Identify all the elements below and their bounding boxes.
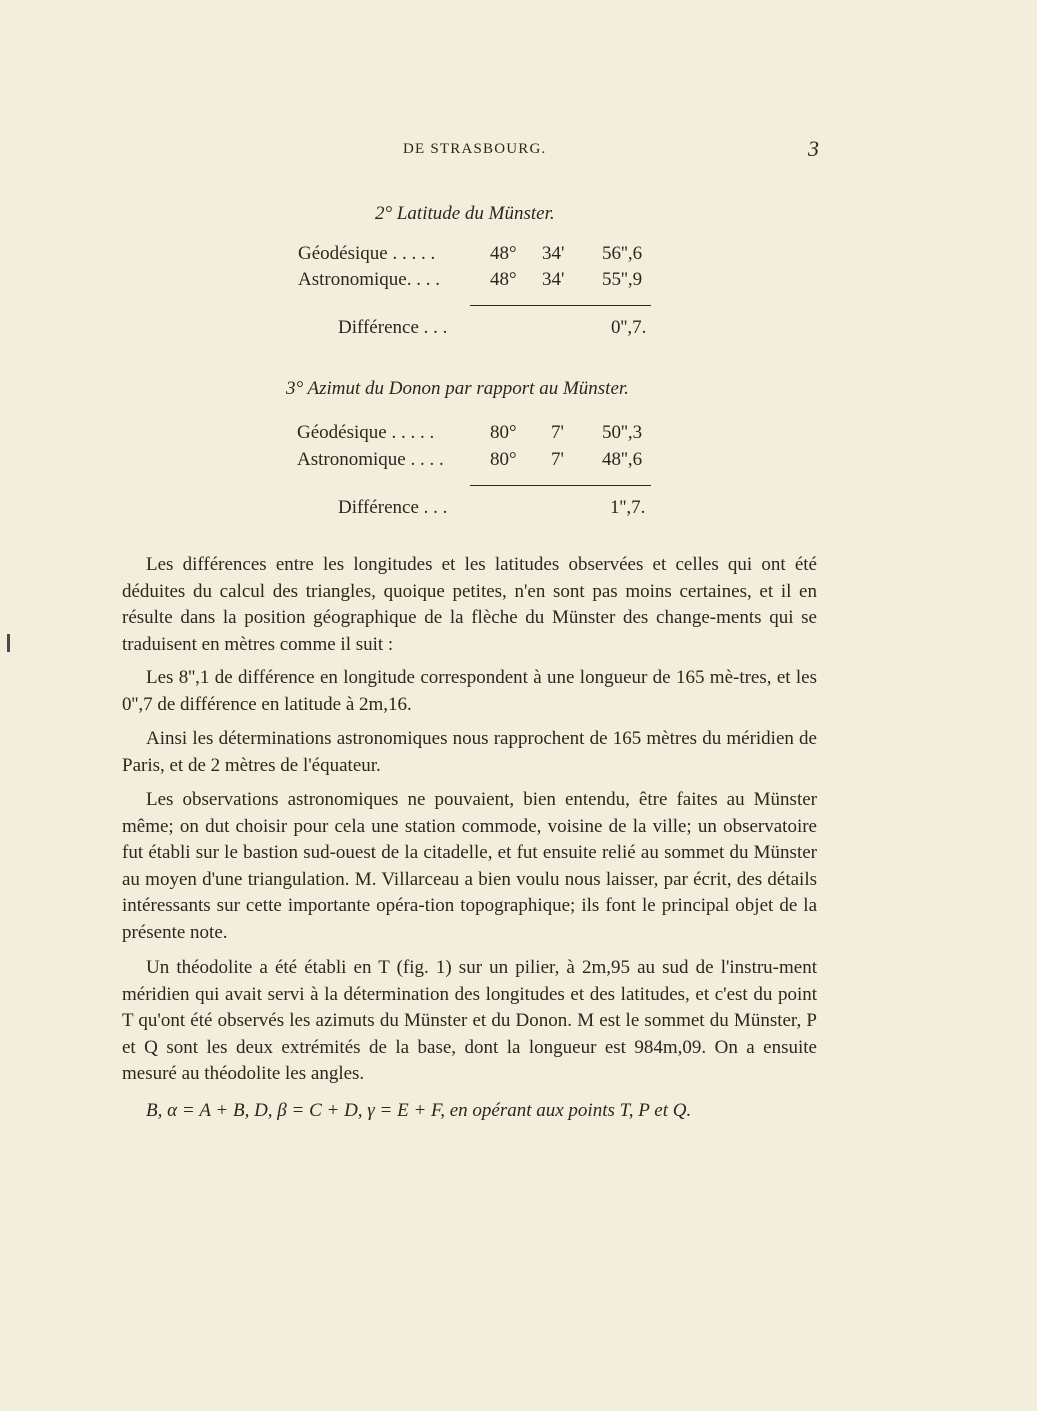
row-degrees: 48°	[490, 269, 517, 290]
azimuth-sum-rule	[470, 485, 651, 486]
formula-line	[122, 1098, 817, 1125]
row-minutes: 34'	[542, 243, 565, 264]
latitude-section-title: 2° Latitude du Münster.	[375, 203, 555, 224]
difference-value: 1'',7.	[610, 497, 646, 518]
row-degrees: 48°	[490, 243, 517, 264]
row-minutes: 7'	[551, 422, 564, 443]
row-seconds: 55'',9	[602, 269, 643, 290]
paragraph: Un théodolite a été établi en T (fig. 1) sur un pilier, à 2m,95 au sud de l'instru-ment méridien qui avait servi à la détermination des longitudes et des latitudes, et c'est du point T qu'ont été observés les azimuts du Münster et du Donon. M est le sommet du Münster, P et Q sont les deux extrémités de la base, dont la longueur est 984m,09. On a ensuite mesuré au théodolite les angles.	[122, 957, 817, 1084]
row-seconds: 56'',6	[602, 243, 643, 264]
paragraph: Ainsi les déterminations astronomiques nous rapprochent de 165 mètres du méridien de Paris, et de 2 mètres de l'équateur.	[122, 728, 817, 776]
paragraph: Les 8'',1 de différence en longitude correspondent à une longueur de 165 mè-tres, et les 0'',7 de différence en latitude à 2m,16.	[122, 667, 817, 715]
row-minutes: 34'	[542, 269, 565, 290]
paragraph: Les observations astronomiques ne pouvaient, bien entendu, être faites au Münster même; on dut choisir pour cela une station commode, voisine de la ville; un observatoire fut établi sur le bastion sud-ouest de la citadelle, et fut ensuite relié au sommet du Münster au moyen d'une triangulation. M. Villarceau a bien voulu nous laisser, par écrit, des détails intéressants sur cette importante opéra-tion topographique; ils font le principal objet de la présente note.	[122, 789, 817, 943]
body-text	[122, 955, 817, 1088]
latitude-row-geodesic	[298, 243, 658, 267]
row-minutes: 7'	[551, 449, 564, 470]
azimuth-difference-row	[338, 497, 658, 521]
paragraph: B, α = A + B, D, β = C + D, γ = E + F, en opérant aux points T, P et Q.	[146, 1100, 692, 1121]
azimuth-row-geodesic	[297, 422, 657, 446]
body-text	[122, 665, 817, 718]
body-text	[122, 787, 817, 946]
row-label: Astronomique. . . .	[298, 269, 440, 290]
row-label: Astronomique . . . .	[297, 449, 444, 470]
paragraph: Les différences entre les longitudes et les latitudes observées et celles qui ont été déduites du calcul des triangles, quoique petites, n'en sont pas moins certaines, et il en résulte dans la position géographique de la flèche du Münster des change-ments qui se traduisent en mètres comme il suit :	[122, 554, 817, 655]
difference-label: Différence . . .	[338, 317, 448, 338]
row-label: Géodésique . . . . .	[297, 422, 435, 443]
body-text	[122, 726, 817, 779]
azimuth-row-astronomic	[297, 449, 657, 473]
row-label: Géodésique . . . . .	[298, 243, 436, 264]
latitude-sum-rule	[470, 305, 651, 306]
latitude-difference-row	[338, 317, 658, 341]
row-degrees: 80°	[490, 422, 517, 443]
row-seconds: 48'',6	[602, 449, 643, 470]
row-seconds: 50'',3	[602, 422, 643, 443]
latitude-row-astronomic	[298, 269, 658, 293]
difference-label: Différence . . .	[338, 497, 448, 518]
page-number: 3	[808, 136, 819, 161]
body-text	[122, 552, 817, 658]
running-header: DE STRASBOURG.	[403, 141, 547, 157]
azimuth-section-title: 3° Azimut du Donon par rapport au Münster.	[286, 378, 629, 399]
margin-mark	[7, 634, 10, 652]
row-degrees: 80°	[490, 449, 517, 470]
difference-value: 0'',7.	[611, 317, 647, 338]
